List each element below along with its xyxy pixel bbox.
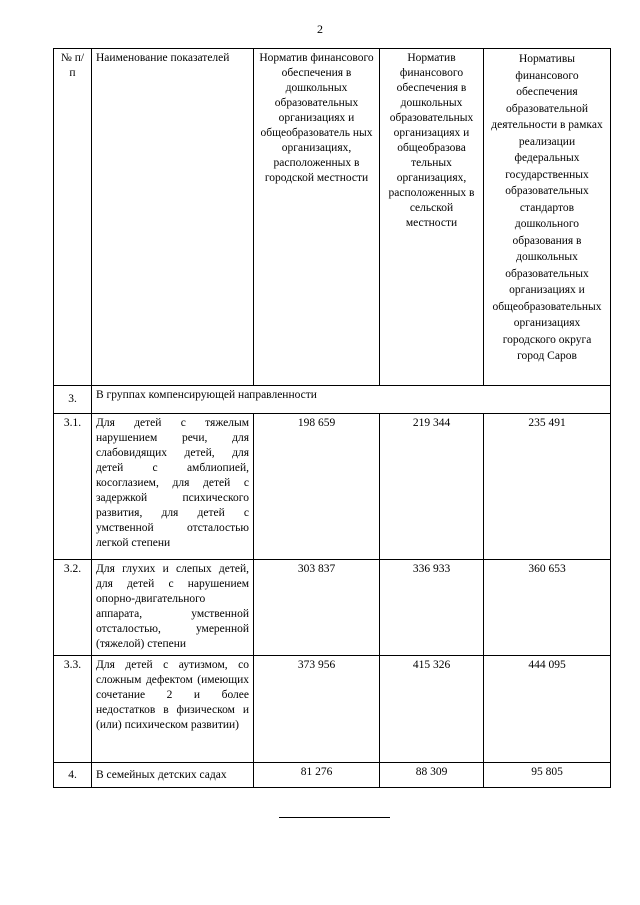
table-row <box>54 414 611 560</box>
table-row <box>54 656 611 763</box>
row-fgos-value: 95 805 <box>484 763 611 788</box>
row-rural-value: 88 309 <box>380 763 484 788</box>
row-urban-value: 373 956 <box>254 656 380 763</box>
row-rural-value: 336 933 <box>380 560 484 656</box>
row-num: 3.3. <box>54 656 92 763</box>
row-name: Для глухих и слепых детей, для детей с нарушением опорно-двигательного аппарата, умственной отсталостью, умеренной (тяжелой) степени <box>92 560 254 656</box>
norms-table <box>53 48 611 788</box>
section-title: В группах компенсирующей направленности <box>92 386 611 414</box>
end-divider <box>279 817 390 818</box>
section-num: 3. <box>54 386 92 414</box>
header-row <box>54 49 611 386</box>
table-row <box>54 763 611 788</box>
row-name: Для детей с аутизмом, со сложным дефектом (имеющих сочетание 2 и более недостатков в физическом и (или) психическом развитии) <box>92 656 254 763</box>
row-urban-value: 303 837 <box>254 560 380 656</box>
row-rural-value: 415 326 <box>380 656 484 763</box>
header-urban-norm: Норматив финансового обеспечения в дошкольных образовательных организациях и общеобразователь ных организациях, расположенных в городской местности <box>254 49 380 386</box>
row-urban-value: 198 659 <box>254 414 380 560</box>
page-number: 2 <box>317 22 323 36</box>
row-num: 3.1. <box>54 414 92 560</box>
header-rural-norm: Норматив финансового обеспечения в дошкольных образовательных организациях и общеобразова тельных организациях, расположенных в сельской местности <box>380 49 484 386</box>
header-fgos-norms: Нормативы финансового обеспечения образовательной деятельности в рамках реализации федеральных государственных образовательных стандартов дошкольного образования в дошкольных образовательных организациях и общеобразовательных организациях городского округа город Саров <box>484 49 611 386</box>
row-name: Для детей с тяжелым нарушением речи, для слабовидящих детей, для детей с амблиопией, косоглазием, для детей с задержкой психического развития, для детей с умственной отсталостью легкой степени <box>92 414 254 560</box>
row-name: В семейных детских садах <box>92 763 254 788</box>
row-num: 3.2. <box>54 560 92 656</box>
row-num: 4. <box>54 763 92 788</box>
row-fgos-value: 444 095 <box>484 656 611 763</box>
row-urban-value: 81 276 <box>254 763 380 788</box>
row-fgos-value: 360 653 <box>484 560 611 656</box>
row-rural-value: 219 344 <box>380 414 484 560</box>
header-num: № п/п <box>54 49 92 386</box>
section-row <box>54 386 611 414</box>
table-row <box>54 560 611 656</box>
row-fgos-value: 235 491 <box>484 414 611 560</box>
header-name: Наименование показателей <box>92 49 254 386</box>
